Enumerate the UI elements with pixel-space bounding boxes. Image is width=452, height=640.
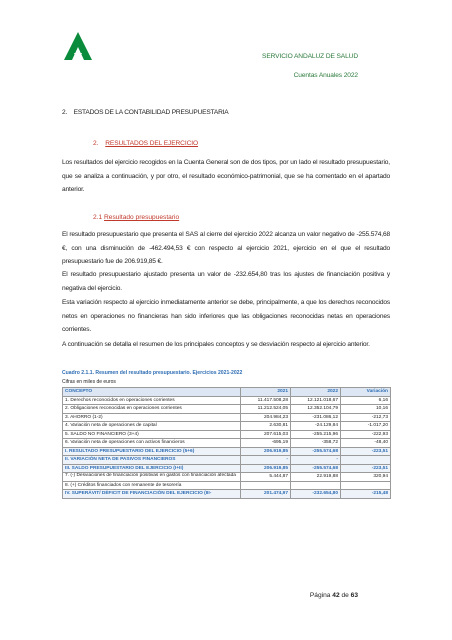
table-cell-concept: 2. Obligaciones reconocidas en operaciones corrientes	[63, 405, 241, 414]
subsection-title-text: RESULTADOS DEL EJERCICIO	[105, 140, 198, 147]
table-header-2021: 2021	[241, 388, 291, 397]
table-cell-2021: 207.615,03	[241, 430, 291, 439]
table-row	[63, 464, 391, 473]
header-document-title: Cuentas Anuales 2022	[293, 72, 358, 79]
paragraph-result: El resultado presupuestario que presenta el SAS al cierre del ejercicio 2022 alcanza un valor negativo de -255.574,68 €, con una disminución de -462.494,53 € con respecto al ejercicio 2021, ejercicio en el que el resultado presupuestario fue de 206.919,85 €.	[62, 231, 390, 265]
table-cell-variation: -222,93	[341, 430, 391, 439]
table-cell-concept: 3. AHORRO (1-2)	[63, 413, 241, 422]
section-number: 2.	[62, 109, 68, 116]
table-cell-2022: -232.654,80	[291, 490, 341, 499]
table-unit: Cifras en miles de euros	[62, 379, 116, 385]
table-header-2022: 2022	[291, 388, 341, 397]
table-row	[63, 396, 391, 405]
table-cell-concept: II. VARIACIÓN NETA DE PASIVOS FINANCIEROS	[63, 456, 241, 465]
subsubsection-title-text: Resultado presupuestario	[104, 214, 180, 221]
table-cell-variation: -223,51	[341, 464, 391, 473]
subsection-number: 2.	[93, 140, 99, 147]
page-total: 63	[350, 592, 358, 599]
table-cell-2021: 201.474,97	[241, 490, 291, 499]
subsubsection-number: 2.1	[93, 214, 103, 221]
paragraph-intro: Los resultados del ejercicio recogidos en la Cuenta General son de dos tipos, por un lado el resultado presupuestario, que se analiza a continuación, y por otro, el resultado económico-patrimonial, que se ha comentado en el apartado anterior.	[62, 159, 390, 193]
table-cell-2022: 12.352.104,79	[291, 405, 341, 414]
table-caption: Cuadro 2.1.1. Resumen del resultado presupuestario. Ejercicios 2021-2022	[62, 370, 243, 376]
table-cell-concept: I. RESULTADO PRESUPUESTARIO DEL EJERCICIO (5+6)	[63, 447, 241, 456]
budget-result-table	[62, 387, 391, 499]
table-cell-concept: 5. SALDO NO FINANCIERO (3+4)	[63, 430, 241, 439]
table-cell-2021: -695,19	[241, 439, 291, 448]
paragraph-adjusted: El resultado presupuestario ajustado presenta un valor de -232.654,80 tras los ajustes de financiación positiva y negativa del ejercicio.	[62, 271, 390, 292]
table-cell-variation: 10,16	[341, 405, 391, 414]
table-cell-2022: -231.086,12	[291, 413, 341, 422]
table-cell-2021: 206.919,85	[241, 447, 291, 456]
subsection-title	[93, 140, 198, 147]
table-cell-variation: -212,73	[341, 413, 391, 422]
table-row	[63, 413, 391, 422]
table-cell-2022: -24.129,84	[291, 422, 341, 431]
table-cell-2022: -255.215,96	[291, 430, 341, 439]
table-cell-variation: -48,40	[341, 439, 391, 448]
junta-andalucia-logo-icon	[62, 30, 94, 62]
table-header-variation: Variación	[341, 388, 391, 397]
table-cell-2021: -	[241, 456, 291, 465]
table-row	[63, 456, 391, 465]
table-header-concept: CONCEPTO	[63, 388, 241, 397]
table-cell-2022	[291, 481, 341, 490]
table-row	[63, 422, 391, 431]
table-cell-2022: -	[291, 456, 341, 465]
table-cell-variation: -215,48	[341, 490, 391, 499]
table-row	[63, 430, 391, 439]
table-cell-variation: -223,51	[341, 447, 391, 456]
table-cell-2021: 204.984,23	[241, 413, 291, 422]
subsubsection-title	[93, 214, 179, 221]
table-cell-variation: -1.017,20	[341, 422, 391, 431]
table-cell-variation: 6,16	[341, 396, 391, 405]
table-cell-concept: 1. Derechos reconocidos en operaciones corrientes	[63, 396, 241, 405]
table-row	[63, 447, 391, 456]
page-of: de	[341, 592, 349, 599]
table-cell-2022: -255.574,68	[291, 447, 341, 456]
table-cell-2021: 11.212.524,05	[241, 405, 291, 414]
table-cell-2022: 22.919,88	[291, 473, 341, 482]
page-prefix: Página	[309, 592, 331, 599]
table-cell-2021: 5.444,87	[241, 473, 291, 482]
table-cell-2022: -255.574,68	[291, 464, 341, 473]
table-cell-concept: 8. (+) Créditos financiados con remanente de tesorería	[63, 481, 241, 490]
table-cell-variation: 320,94	[341, 473, 391, 482]
header-organization: SERVICIO ANDALUZ DE SALUD	[262, 53, 358, 60]
table-cell-variation	[341, 481, 391, 490]
paragraph-variation: Esta variación respecto al ejercicio inmediatamente anterior se debe, principalmente, a que los derechos reconocidos netos en operaciones no financieras han sido inferiores que las obligaciones reconocidas netas en operaciones corrientes.	[62, 299, 390, 333]
table-row	[63, 473, 391, 482]
table-cell-2022: 12.121.018,67	[291, 396, 341, 405]
section-title	[62, 109, 229, 116]
table-row	[63, 490, 391, 499]
table-cell-concept: 7. (-) Desviaciones de financiación positivas en gastos con financiación afectada	[63, 473, 241, 482]
table-row	[63, 481, 391, 490]
table-header-row	[63, 388, 391, 397]
table-cell-2021: 11.417.508,28	[241, 396, 291, 405]
section-title-text: ESTADOS DE LA CONTABILIDAD PRESUPUESTARIA	[73, 109, 229, 116]
table-cell-2021: 206.919,85	[241, 464, 291, 473]
table-cell-concept: III. SALDO PRESUPUESTARIO DEL EJERCICIO (I+II)	[63, 464, 241, 473]
table-cell-2021	[241, 481, 291, 490]
table-cell-concept: 6. Variación neta de operaciones con activos financieros	[63, 439, 241, 448]
paragraph-summary: A continuación se detalla el resumen de los principales conceptos y se desviación respecto al ejercicio anterior.	[62, 341, 370, 348]
table-cell-concept: IV. SUPERÁVIT/ DÉFICIT DE FINANCIACIÓN DEL EJERCICIO (III-	[63, 490, 241, 499]
table-cell-concept: 4. Variación neta de operaciones de capital	[63, 422, 241, 431]
table-cell-variation	[341, 456, 391, 465]
table-row	[63, 405, 391, 414]
table-cell-2022: -358,72	[291, 439, 341, 448]
page-number	[310, 592, 358, 599]
table-row	[63, 439, 391, 448]
page-current: 42	[332, 592, 340, 599]
table-cell-2021: 2.630,81	[241, 422, 291, 431]
